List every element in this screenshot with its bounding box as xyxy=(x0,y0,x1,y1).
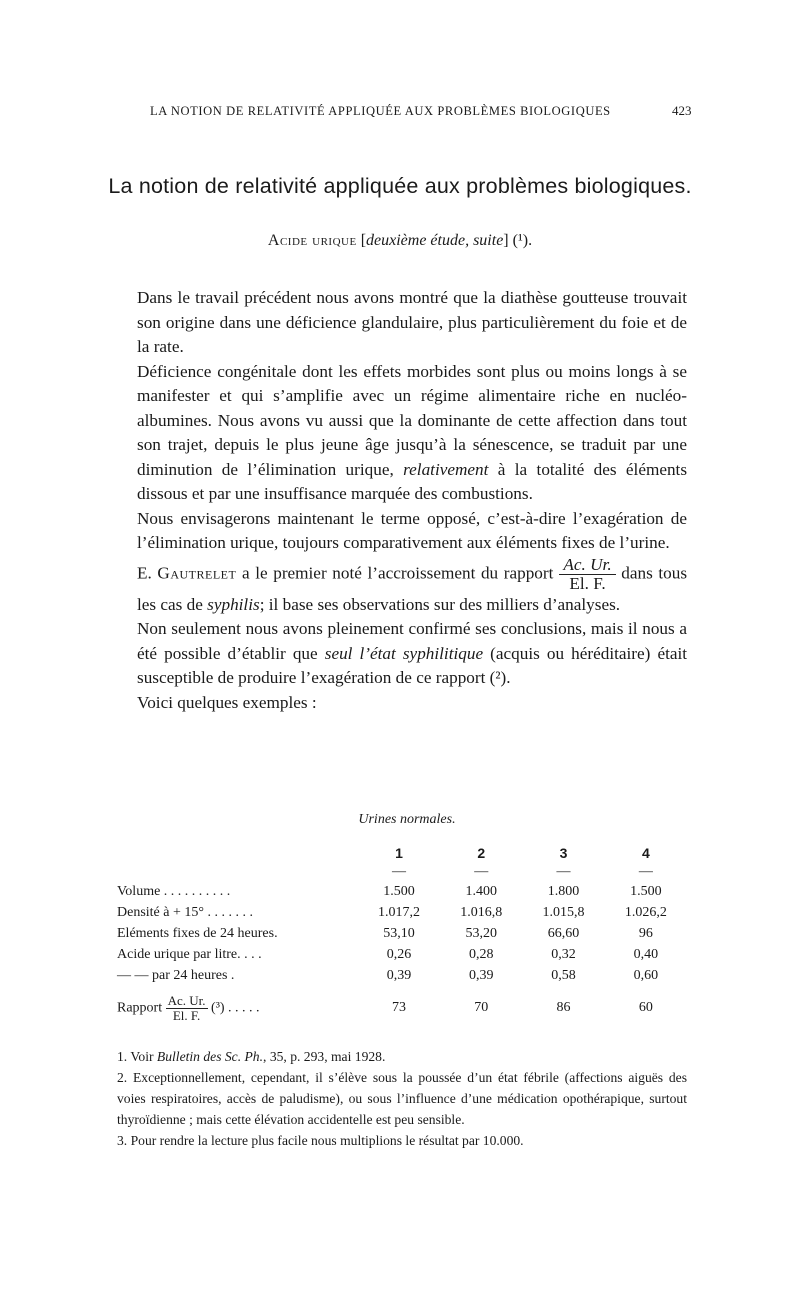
table-cell: 0,58 xyxy=(551,967,576,983)
column-header: 1 xyxy=(395,844,403,861)
paragraph-2 xyxy=(117,360,687,507)
table-caption: Urines normales. xyxy=(358,812,456,827)
subtitle-bracket-close: ] xyxy=(503,232,509,249)
table-header-row xyxy=(117,842,687,863)
table-cell: 1.016,8 xyxy=(460,904,503,920)
row-label: Eléments fixes de 24 heures. xyxy=(117,925,278,941)
article-title: La notion de relativité appliquée aux problèmes biologiques. xyxy=(108,174,692,198)
table-cell: 0,39 xyxy=(469,967,494,983)
article-subtitle xyxy=(0,232,800,250)
table-cell: 86 xyxy=(556,1000,571,1015)
table-cell: 0,32 xyxy=(551,946,576,962)
subtitle-lead: Acide urique xyxy=(267,232,357,249)
column-dash: — xyxy=(638,864,653,879)
ratio-fraction xyxy=(559,556,615,593)
column-dash: — xyxy=(556,864,571,879)
ratio-row-fraction xyxy=(166,994,208,1023)
table-row xyxy=(117,902,687,923)
author-name: Gautrelet xyxy=(157,562,237,582)
table-cell: 70 xyxy=(474,1000,489,1015)
footnote-1 xyxy=(117,1046,687,1067)
ratio-row-label xyxy=(117,986,358,1030)
paragraph-4-text-d: ; il base ses observations sur des milliers d’analyses. xyxy=(259,594,621,614)
ratio-suffix: (³) . . . . . xyxy=(211,1000,260,1016)
table-corner xyxy=(117,863,358,881)
table-cell: 0,60 xyxy=(633,967,659,983)
table-row-ratio xyxy=(117,986,687,1030)
table-cell: 1.500 xyxy=(630,883,662,899)
column-dash: — xyxy=(391,864,406,879)
row-label: Volume . . . . . . . . . . xyxy=(117,883,231,899)
column-header: 2 xyxy=(477,844,486,861)
table-cell: 53,20 xyxy=(465,925,498,941)
paragraph-5-text-a: Non seulement nous avons pleinement confirmé ses conclusions, mais il nous a été possible d’établir que xyxy=(137,619,687,663)
paragraph-5 xyxy=(117,617,687,691)
table-cell: 96 xyxy=(638,925,653,941)
ratio-denominator: El. F. xyxy=(569,573,606,593)
table-cell: 0,40 xyxy=(633,946,659,962)
ratio-numerator: Ac. Ur. xyxy=(559,556,615,575)
running-title: LA NOTION DE RELATIVITÉ APPLIQUÉE AUX PROBLÈMES BIOLOGIQUES xyxy=(150,104,611,118)
ratio-row-denominator: El. F. xyxy=(172,1007,201,1023)
table-cell: 0,28 xyxy=(469,946,494,962)
paragraph-4-text-a: E. xyxy=(137,562,152,582)
paragraph-5-italic: seul l’état syphilitique xyxy=(324,643,484,663)
ratio-row-numerator: Ac. Ur. xyxy=(167,992,206,1008)
data-table-block xyxy=(117,812,687,1030)
paragraph-6: Voici quelques exemples : xyxy=(137,692,317,712)
paragraph-4-italic: syphilis xyxy=(207,594,260,614)
footnote-1-text-b: , 35, p. 293, mai 1928. xyxy=(263,1049,386,1064)
table-cell: 53,10 xyxy=(383,925,415,941)
paragraph-2-text-a: Déficience congénitale dont les effets morbides sont plus ou moins longs à se manifester et qui s’amplifie avec un régime alimentaire riche en nucléo-albumines. Nous avons vu aussi que la dominante de cette affection dans tout son trajet, depuis le plus jeune âge jusqu’à la sénescence, se traduit par une diminution de l’élimination urique, xyxy=(137,361,687,479)
paragraph-5-ref: (²). xyxy=(489,668,511,687)
paragraph-1: Dans le travail précédent nous avons montré que la diathèse goutteuse trouvait son origine dans une déficience glandulaire, plus particulièrement du foie et de la rate. xyxy=(137,288,687,356)
table-row xyxy=(117,923,687,944)
table-cell: 66,60 xyxy=(547,925,580,941)
table-cell: 73 xyxy=(391,1000,406,1015)
row-label: Densité à + 15° . . . . . . . xyxy=(117,904,253,920)
column-header: 4 xyxy=(641,844,650,861)
body-text xyxy=(117,286,687,715)
table-cell: 1.017,2 xyxy=(377,904,420,920)
table-cell: 1.500 xyxy=(383,883,415,899)
paragraph-4-text-b: a le premier noté l’accroissement du rapport xyxy=(241,562,554,582)
ratio-prefix: Rapport xyxy=(117,1000,163,1016)
paragraph-4-text-c: dans tous les cas de xyxy=(137,562,688,614)
table-cell: 1.400 xyxy=(465,883,498,899)
table-dash-row xyxy=(117,863,687,881)
urine-table xyxy=(117,842,687,1030)
paragraph-2-italic: relativement xyxy=(403,459,489,479)
paragraph-4 xyxy=(117,556,687,618)
footnote-3: 3. Pour rendre la lecture plus facile nous multiplions le résultat par 10.000. xyxy=(117,1133,524,1148)
footnote-2: 2. Exceptionnellement, cependant, il s’élève sous la poussée d’un état fébrile (affections aiguës des voies respiratoires, accès de paludisme), ou sous l’influence d’une médication opothérapique, surtout thyroïdienne ; mais cette élévation accidentelle est peu sensible. xyxy=(117,1070,687,1127)
row-label: Acide urique par litre. . . . xyxy=(117,946,262,962)
column-dash: — xyxy=(474,864,489,879)
table-cell: 0,39 xyxy=(386,967,412,983)
table-row xyxy=(117,944,687,965)
table-cell: 1.800 xyxy=(547,883,580,899)
table-row xyxy=(117,881,687,902)
footnote-1-italic: Bulletin des Sc. Ph. xyxy=(156,1049,264,1064)
footnote-1-text-a: 1. Voir xyxy=(117,1049,154,1064)
footnotes xyxy=(117,1046,687,1151)
page-number: 423 xyxy=(672,103,692,118)
table-row xyxy=(117,965,687,986)
table-corner xyxy=(117,842,358,863)
table-cell: 1.015,8 xyxy=(542,904,585,920)
subtitle-italic: deuxième étude, suite xyxy=(366,232,504,249)
subtitle-note-ref: (¹). xyxy=(512,232,533,249)
table-cell: 1.026,2 xyxy=(624,904,667,920)
table-cell: 0,26 xyxy=(386,946,412,962)
table-cell: 60 xyxy=(638,1000,653,1015)
row-label: — — par 24 heures . xyxy=(117,967,235,983)
column-header: 3 xyxy=(559,844,568,861)
paragraph-5-text-b: (acquis ou héréditaire) était susceptible de produire l’exagération de ce rapport xyxy=(137,643,688,687)
paragraph-2-text-b: à la totalité des éléments dissous et par une insuffisance marquée des combustions. xyxy=(137,459,688,503)
paragraph-3: Nous envisagerons maintenant le terme opposé, c’est-à-dire l’exagération de l’élimination urique, toujours comparativement aux éléments fixes de l’urine. xyxy=(137,508,687,552)
subtitle-bracket-open: [ xyxy=(360,232,367,249)
